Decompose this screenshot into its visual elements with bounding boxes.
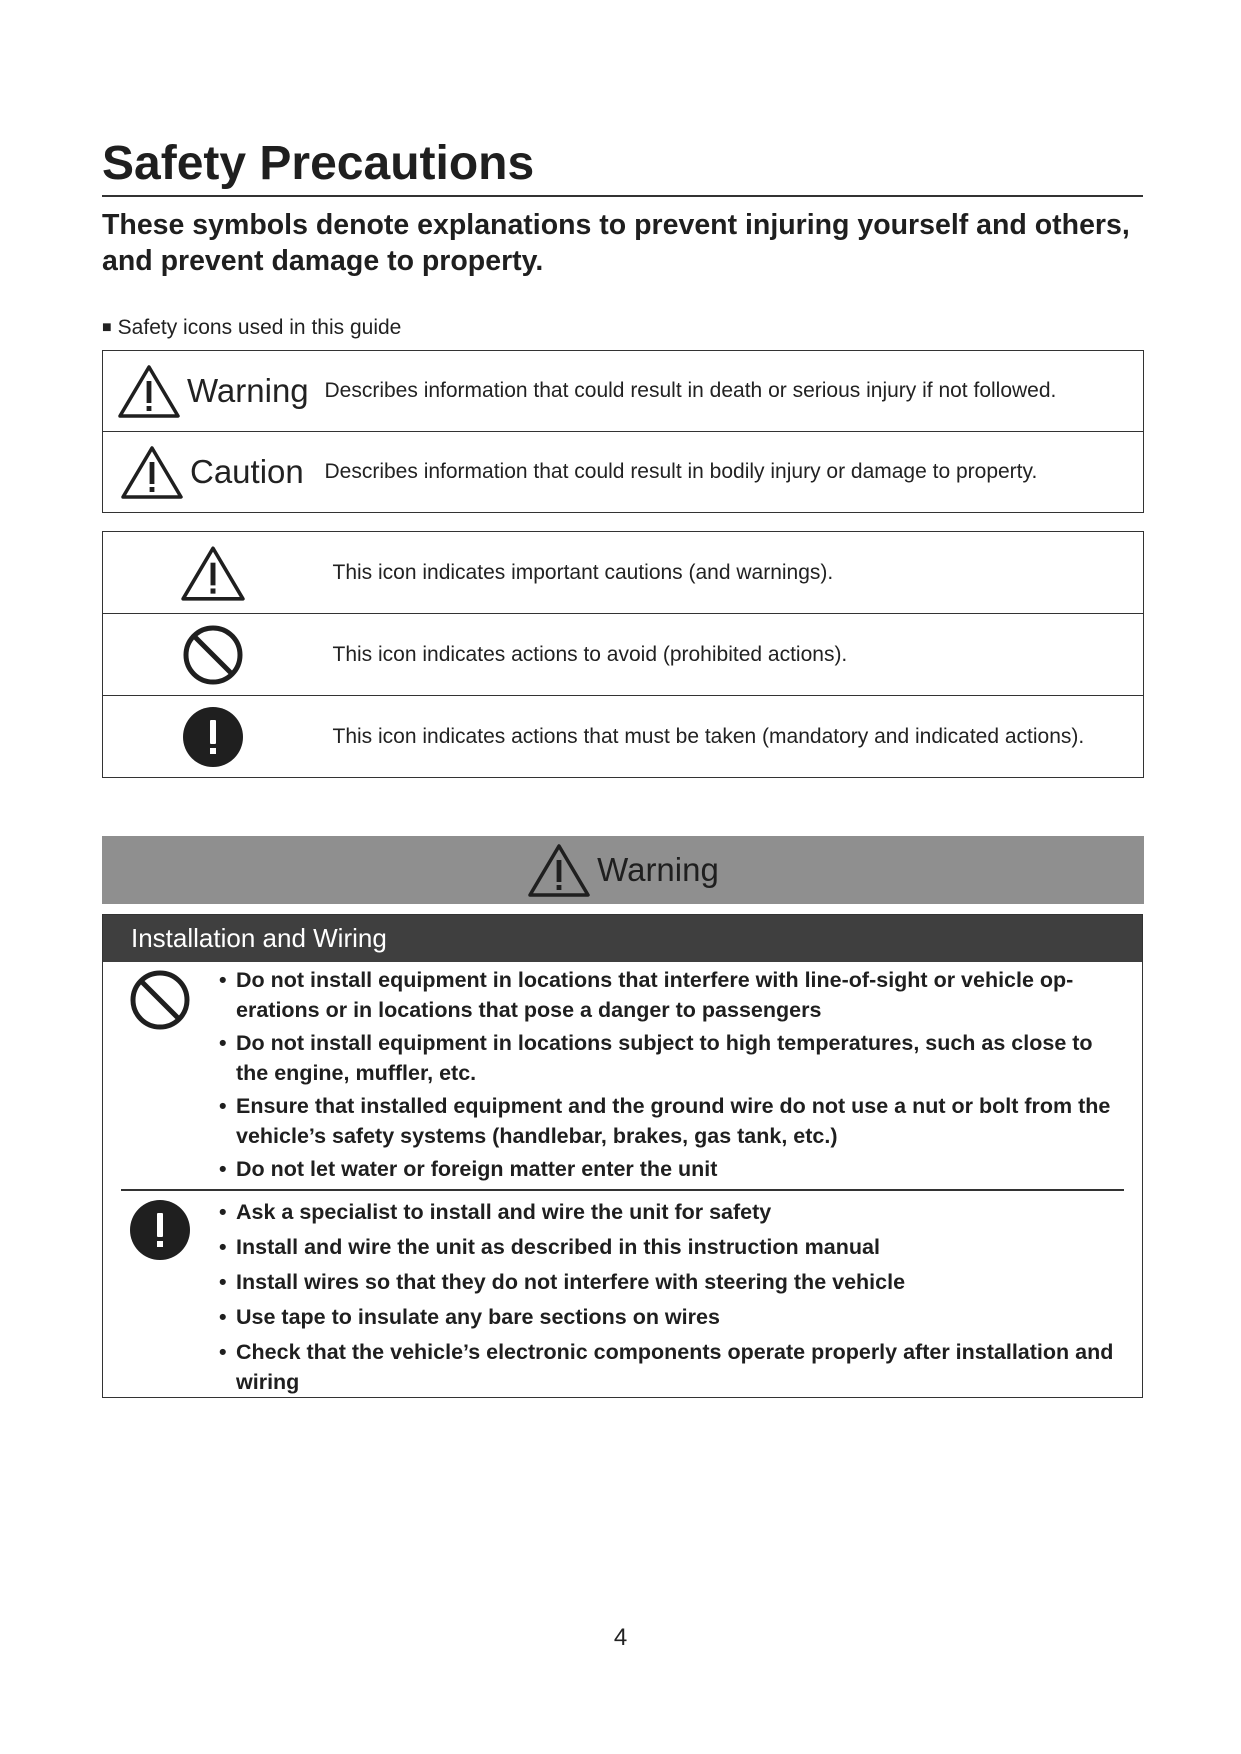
table-row xyxy=(103,614,1144,696)
page-number: 4 xyxy=(613,1624,628,1651)
group-divider xyxy=(121,1189,1124,1191)
table-row xyxy=(103,532,1144,614)
warning-header-label: Warning xyxy=(597,851,719,888)
level-label: Caution xyxy=(190,453,304,490)
prohibited-icon xyxy=(182,624,244,686)
mandatory-icon xyxy=(182,706,244,768)
list-item: • Ask a specialist to install and wire the unit for safety xyxy=(219,1197,1122,1227)
prohibited-actions-list xyxy=(219,965,1122,1187)
warning-triangle-icon xyxy=(117,363,181,419)
legend-description: This icon indicates important cautions (and warnings). xyxy=(323,532,1144,614)
page-subtitle: These symbols denote explanations to prevent injuring yourself and others, and prevent damage to property. xyxy=(102,209,1130,277)
table-row xyxy=(103,351,1144,432)
list-item: • Install wires so that they do not interfere with steering the vehicle xyxy=(219,1267,1122,1297)
section-header xyxy=(103,915,1142,962)
list-item: • Install and wire the unit as described in this instruction manual xyxy=(219,1232,1122,1262)
square-bullet-icon: ■ xyxy=(102,319,112,336)
level-description: Describes information that could result in death or serious injury if not followed. xyxy=(317,351,1144,432)
list-item: • Ensure that installed equipment and the ground wire do not use a nut or bolt from the vehicle’s safety systems (handlebar, brakes, gas tank, etc.) xyxy=(219,1091,1122,1151)
table-row xyxy=(103,432,1144,513)
level-label-cell xyxy=(103,351,317,432)
table-row xyxy=(103,696,1144,778)
list-item: • Do not install equipment in locations subject to high temperatures, such as close to the engine, muffler, etc. xyxy=(219,1028,1122,1088)
prohibited-icon xyxy=(129,969,191,1031)
legend-icon-cell xyxy=(103,614,323,696)
icon-legend-table xyxy=(102,531,1144,778)
icons-label-text: Safety icons used in this guide xyxy=(117,316,402,339)
level-description: Describes information that could result in bodily injury or damage to property. xyxy=(317,432,1144,513)
warning-triangle-icon xyxy=(527,842,591,898)
section-title: Installation and Wiring xyxy=(131,923,387,953)
page-title: Safety Precautions xyxy=(102,137,535,190)
hazard-levels-table xyxy=(102,350,1144,513)
caution-triangle-icon xyxy=(180,544,246,602)
mandatory-actions-list xyxy=(219,1197,1122,1402)
level-label-cell xyxy=(103,432,317,513)
legend-icon-cell xyxy=(103,532,323,614)
icons-label xyxy=(102,314,401,342)
list-item: • Do not install equipment in locations that interfere with line-of-sight or vehicle op-erations or in locations that pose a danger to passengers xyxy=(219,965,1122,1025)
mandatory-icon xyxy=(129,1199,191,1261)
legend-icon-cell xyxy=(103,696,323,778)
list-item: • Use tape to insulate any bare sections on wires xyxy=(219,1302,1122,1332)
level-label: Warning xyxy=(187,372,309,409)
warning-triangle-icon xyxy=(120,444,184,500)
warning-header-band xyxy=(102,836,1144,904)
list-item: • Check that the vehicle’s electronic components operate properly after installation and wiring xyxy=(219,1337,1122,1397)
title-divider xyxy=(102,195,1143,197)
legend-description: This icon indicates actions that must be taken (mandatory and indicated actions). xyxy=(323,696,1144,778)
installation-wiring-warning-box xyxy=(102,914,1143,1398)
legend-description: This icon indicates actions to avoid (prohibited actions). xyxy=(323,614,1144,696)
list-item: • Do not let water or foreign matter enter the unit xyxy=(219,1154,1122,1184)
